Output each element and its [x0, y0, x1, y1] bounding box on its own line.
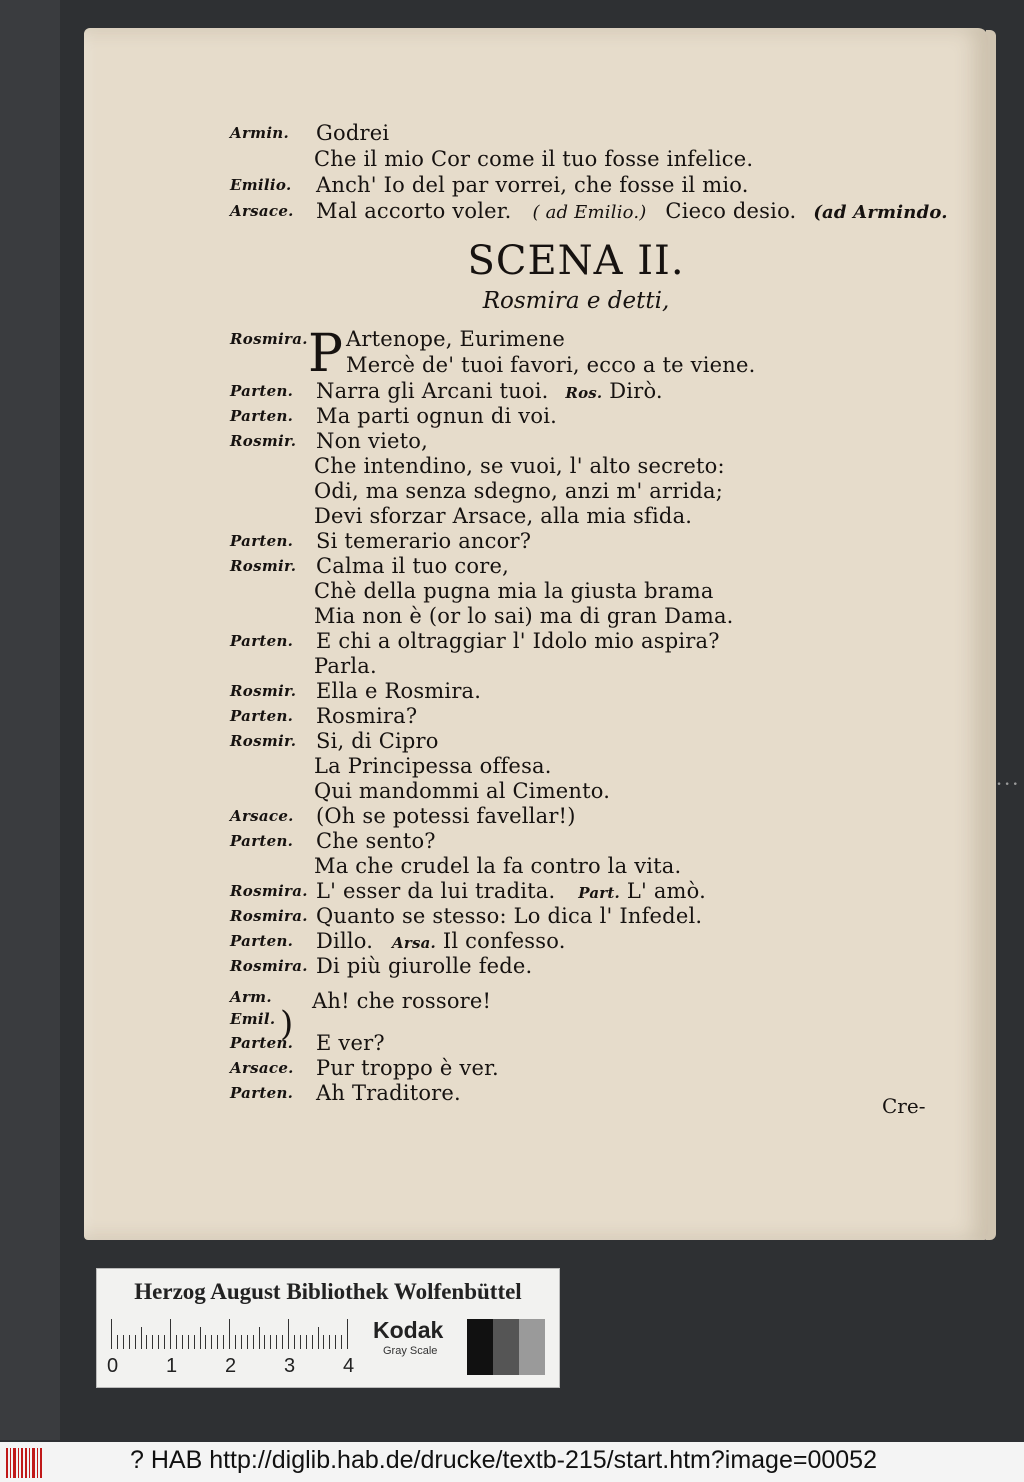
ruler-tick	[182, 1335, 183, 1349]
ruler-tick	[288, 1319, 289, 1349]
ruler-tick	[176, 1335, 177, 1349]
speaker: Arsace.	[230, 807, 294, 825]
inline-speaker: Ros.	[565, 384, 603, 402]
speech-main: Dillo.	[316, 929, 374, 953]
ruler-number: 1	[166, 1355, 178, 1377]
ruler-scale	[111, 1319, 355, 1349]
ruler-tick	[253, 1335, 254, 1349]
speech: Godrei	[316, 121, 390, 145]
speech-main: Narra gli Arcani tuoi.	[316, 379, 549, 403]
gray-swatch	[519, 1319, 545, 1375]
barcode-stripe	[21, 1448, 23, 1478]
speech: Pur troppo è ver.	[316, 1056, 499, 1080]
barcode-stripe	[10, 1448, 11, 1478]
speech-tail: Il confesso.	[442, 929, 566, 953]
speaker: Emil.	[230, 1010, 276, 1028]
ruler-tick	[318, 1327, 319, 1349]
inline-speaker: Arsa.	[392, 934, 436, 952]
speaker: Rosmir.	[230, 732, 297, 750]
speech: Ah! che rossore!	[312, 989, 492, 1013]
speech	[316, 928, 566, 956]
speech: Ah Traditore.	[316, 1081, 461, 1105]
ruler-tick	[158, 1335, 159, 1349]
speech: (Oh se potessi favellar!)	[316, 804, 576, 828]
speaker: Rosmira.	[230, 882, 308, 900]
ruler-tick	[247, 1335, 248, 1349]
speech: Rosmira?	[316, 704, 418, 728]
speech: Devi sforzar Arsace, alla mia sfida.	[314, 504, 693, 528]
speaker: Arm.	[230, 988, 272, 1006]
speaker: Rosmira.	[230, 907, 308, 925]
ruler-tick	[211, 1335, 212, 1349]
barcode-stripe	[40, 1448, 42, 1478]
ruler-tick	[259, 1327, 260, 1349]
speech: Non vieto,	[316, 429, 428, 453]
ruler-tick	[276, 1335, 277, 1349]
speaker: Rosmira.	[230, 957, 308, 975]
barcode-stripe	[29, 1448, 30, 1478]
ruler-tick	[129, 1335, 130, 1349]
speaker: Arsace.	[230, 1059, 294, 1077]
speech: Odi, ma senza sdegno, anzi m' arrida;	[314, 479, 724, 503]
ruler-tick	[341, 1335, 342, 1349]
speech: Artenope, Eurimene	[346, 327, 565, 351]
speech: Chè della pugna mia la giusta brama	[314, 579, 714, 603]
ruler-tick	[188, 1335, 189, 1349]
speaker: Parten.	[230, 407, 294, 425]
stage-direction: ( ad Emilio.)	[532, 202, 647, 223]
speech: Che intendino, se vuoi, l' alto secreto:	[314, 454, 725, 478]
barcode-stripe	[25, 1448, 27, 1478]
ruler-tick	[223, 1335, 224, 1349]
speech-main: Mal accorto voler.	[316, 199, 512, 223]
speech: Ma che crudel la fa contro la vita.	[314, 854, 682, 878]
ruler-tick	[200, 1327, 201, 1349]
speech: Che sento?	[316, 829, 436, 853]
ruler-tick	[123, 1335, 124, 1349]
speaker: Arsace.	[230, 202, 294, 220]
speaker: Emilio.	[230, 176, 292, 194]
ruler-tick	[152, 1335, 153, 1349]
gray-scale-label: Gray Scale	[383, 1345, 438, 1357]
page-text	[84, 28, 988, 1240]
speaker: Parten.	[230, 1034, 294, 1052]
ruler-tick	[323, 1335, 324, 1349]
speech: Qui mandommi al Cimento.	[314, 779, 611, 803]
ruler-number: 0	[107, 1355, 119, 1377]
speech: Quanto se stesso: Lo dica l' Infedel.	[316, 904, 703, 928]
ruler-tick	[270, 1335, 271, 1349]
speech-main: L' esser da lui tradita.	[316, 879, 556, 903]
speech: Che il mio Cor come il tuo fosse infelice.	[314, 147, 754, 171]
speaker: Parten.	[230, 932, 294, 950]
speech	[316, 878, 706, 906]
ruler-tick	[205, 1335, 206, 1349]
speaker: Parten.	[230, 832, 294, 850]
speech: Calma il tuo core,	[316, 554, 509, 578]
gray-swatch	[467, 1319, 493, 1375]
speech	[316, 198, 948, 226]
barcode-stripe	[32, 1448, 35, 1478]
ruler-tick	[117, 1335, 118, 1349]
speech: Mia non è (or lo sai) ma di gran Dama.	[314, 604, 734, 628]
ruler-tick	[164, 1335, 165, 1349]
speech: Ma parti ognun di voi.	[316, 404, 557, 428]
speech: Anch' Io del par vorrei, che fosse il mio.	[316, 173, 749, 197]
ruler-tick	[294, 1335, 295, 1349]
ruler-tick	[146, 1335, 147, 1349]
speech: Mercè de' tuoi favori, ecco a te viene.	[346, 353, 756, 377]
ruler-tick	[282, 1335, 283, 1349]
speech: Ella e Rosmira.	[316, 679, 482, 703]
margin-mark: • • •	[996, 780, 1018, 790]
ruler-tick	[306, 1335, 307, 1349]
ruler-tick	[264, 1335, 265, 1349]
barcode-stripe	[13, 1448, 16, 1478]
scene-title: SCENA II.	[467, 238, 685, 284]
speaker: Parten.	[230, 632, 294, 650]
drop-cap: P	[308, 324, 343, 384]
inline-speaker: Part.	[578, 884, 620, 902]
speaker: Parten.	[230, 707, 294, 725]
background-left	[0, 0, 60, 1440]
speaker: Rosmir.	[230, 432, 297, 450]
speaker: Rosmira.	[230, 330, 308, 348]
card-title: Herzog August Bibliothek Wolfenbüttel	[134, 1279, 522, 1304]
speaker: Parten.	[230, 532, 294, 550]
ruler-tick	[194, 1335, 195, 1349]
speaker: Armin.	[230, 124, 290, 142]
ruler-tick	[141, 1327, 142, 1349]
speech: Si temerario ancor?	[316, 529, 532, 553]
book-page	[84, 28, 988, 1240]
speech: Di più giurolle fede.	[316, 954, 533, 978]
barcode-stripe	[6, 1448, 8, 1478]
ruler-number: 4	[343, 1355, 355, 1377]
ruler-tick	[111, 1319, 112, 1349]
barcode-icon	[6, 1448, 42, 1478]
speaker: Parten.	[230, 1084, 294, 1102]
speech: La Principessa offesa.	[314, 754, 552, 778]
ruler-tick	[300, 1335, 301, 1349]
speech: E chi a oltraggiar l' Idolo mio aspira?	[316, 629, 720, 653]
barcode-stripe	[18, 1448, 19, 1478]
ruler-number: 3	[284, 1355, 296, 1377]
footer-bar	[0, 1442, 1024, 1482]
speech-continued: Cieco desio.	[665, 199, 797, 223]
ruler-tick	[170, 1319, 171, 1349]
ruler-tick	[235, 1335, 236, 1349]
stage-direction: (ad Armindo.	[813, 202, 948, 223]
catchword: Cre-	[882, 1094, 926, 1118]
ruler-number: 2	[225, 1355, 237, 1377]
speech: Parla.	[314, 654, 377, 678]
speaker: Rosmir.	[230, 682, 297, 700]
speech: Si, di Cipro	[316, 729, 439, 753]
ruler-tick	[335, 1335, 336, 1349]
footer-url: ? HAB http://diglib.hab.de/drucke/textb-215/start.htm?image=00052	[130, 1446, 877, 1474]
speech: E ver?	[316, 1031, 385, 1055]
speaker-brace: )	[280, 1004, 294, 1044]
kodak-logo: Kodak	[373, 1317, 444, 1343]
speech-tail: Dirò.	[609, 379, 663, 403]
ruler-tick	[329, 1335, 330, 1349]
ruler-tick	[229, 1319, 230, 1349]
ruler-tick	[217, 1335, 218, 1349]
speaker: Parten.	[230, 382, 294, 400]
speech	[316, 378, 663, 406]
ruler-tick	[135, 1335, 136, 1349]
ruler-tick	[312, 1335, 313, 1349]
speaker: Rosmir.	[230, 557, 297, 575]
scene-personae: Rosmira e detti,	[482, 288, 670, 314]
ruler-tick	[347, 1319, 348, 1349]
speech-tail: L' amò.	[626, 879, 707, 903]
color-reference-card	[96, 1268, 560, 1388]
barcode-stripe	[37, 1448, 38, 1478]
gray-swatch	[493, 1319, 519, 1375]
ruler-tick	[241, 1335, 242, 1349]
